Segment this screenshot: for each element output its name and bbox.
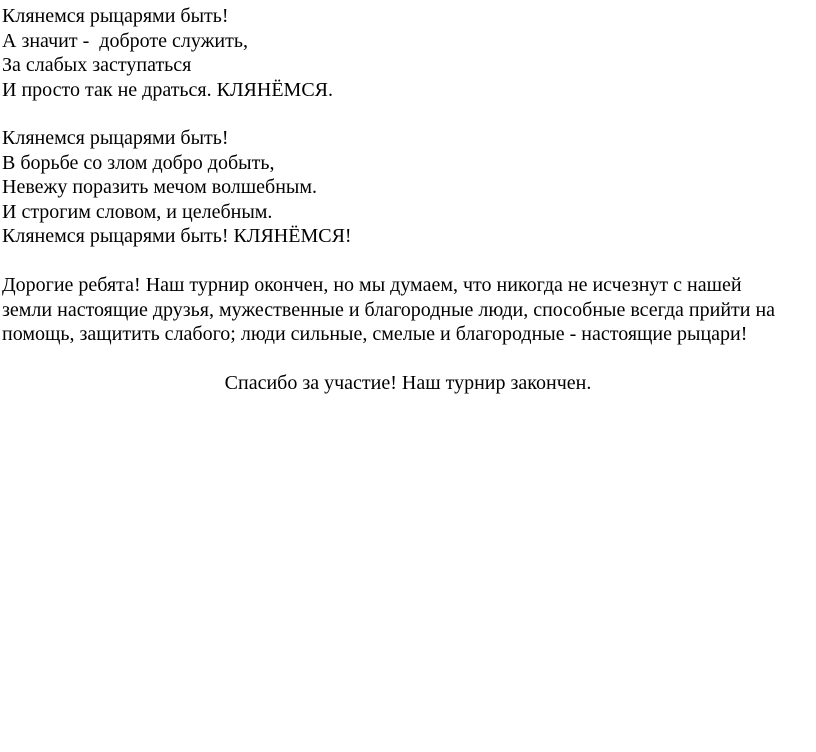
oath-stanza-1 [2, 4, 333, 102]
stanza-line: И строгим словом, и целебным. [2, 200, 273, 223]
stanza-line: Невежу поразить мечом волшебным. [2, 176, 318, 198]
oath-stanza-2 [2, 126, 352, 249]
stanza-line: Клянемся рыцарями быть! [2, 5, 229, 27]
paragraph-line: помощь, защитить слабого; люди сильные, смелые и благородные - настоящие рыцари! [2, 323, 748, 345]
stanza-line: В борьбе со злом добро добыть, [2, 151, 275, 174]
stanza-line: За слабых заступаться [2, 54, 192, 76]
paragraph-line: Дорогие ребята! Наш турнир окончен, но мы думаем, что никогда не исчезнут с нашей [2, 274, 742, 296]
paragraph-line: земли настоящие друзья, мужественные и благородные люди, способные всегда прийти на [2, 298, 776, 321]
stanza-line: Клянемся рыцарями быть! [2, 127, 229, 149]
stanza-line: И просто так не драться. КЛЯНЁМСЯ. [2, 78, 333, 101]
closing-paragraph [2, 273, 816, 347]
thank-you-line: Спасибо за участие! Наш турнир закончен. [224, 372, 592, 394]
stanza-line: А значит - доброте служить, [2, 29, 248, 52]
stanza-line: Клянемся рыцарями быть! КЛЯНЁМСЯ! [2, 225, 352, 247]
